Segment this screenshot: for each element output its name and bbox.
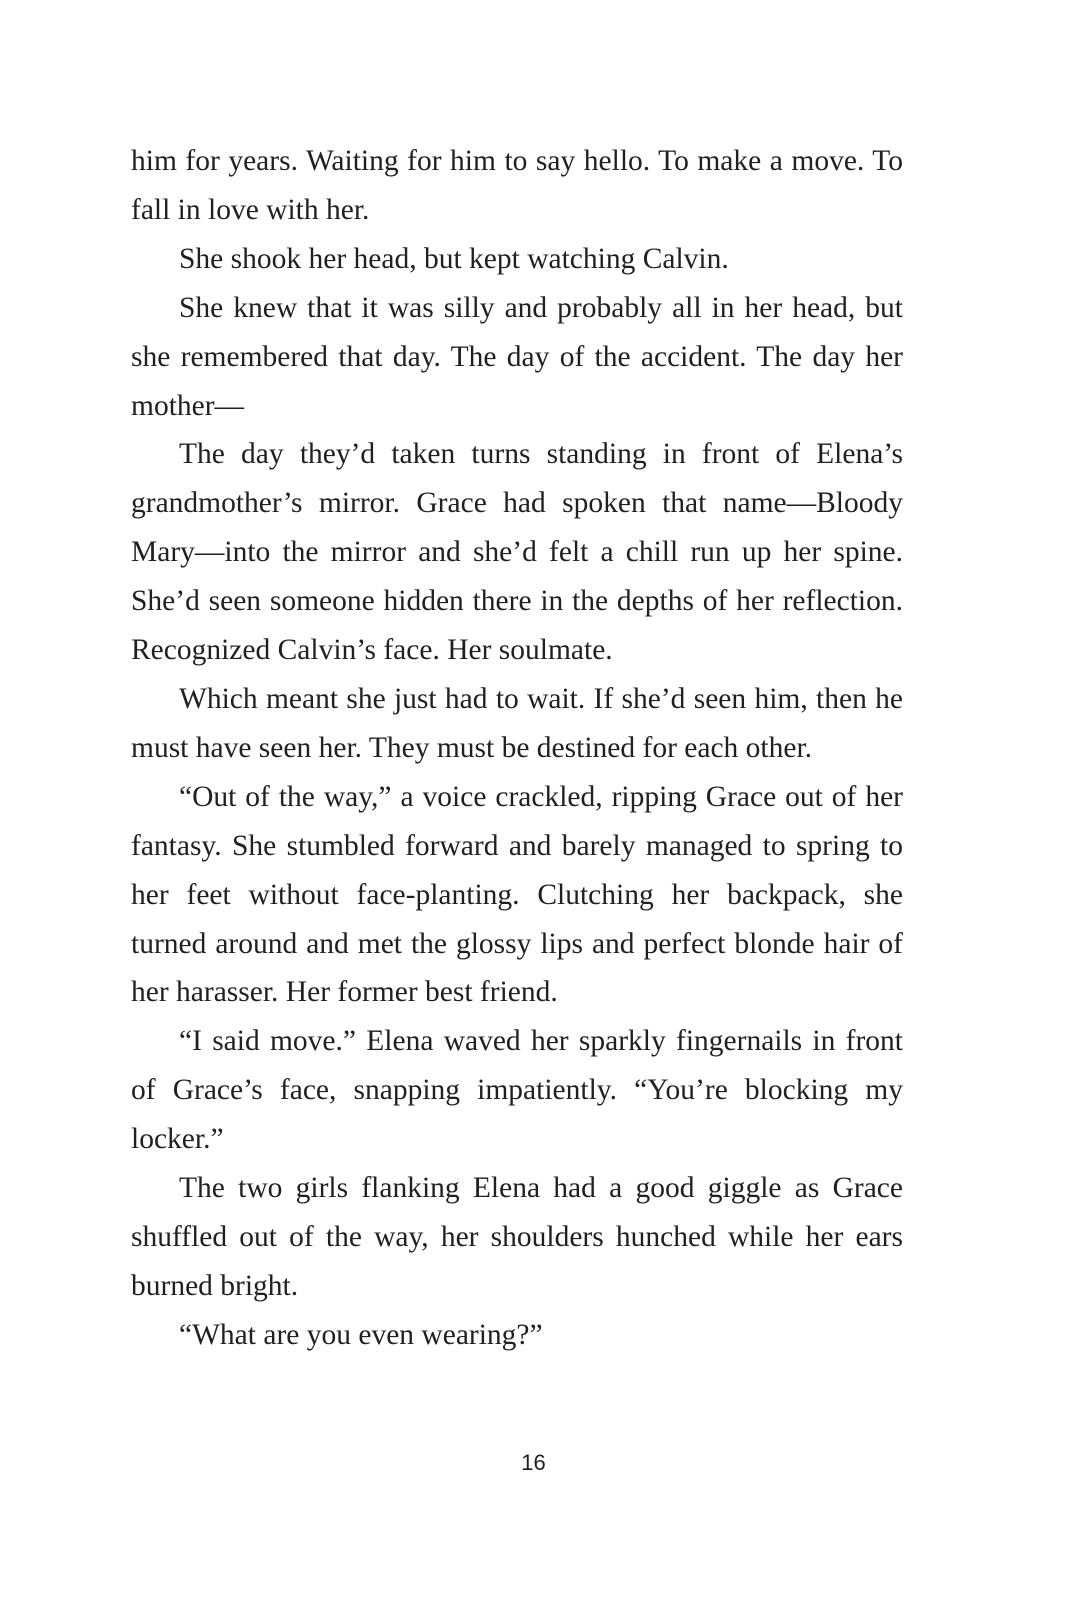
paragraph-2: She shook her head, but kept watching Calvin. [179, 242, 729, 275]
paragraph-5: Which meant she just had to wait. If she’d seen him, then he must have seen her. They must be destined for each other. [131, 682, 903, 764]
paragraph-7: “I said move.” Elena waved her sparkly fingernails in front of Grace’s face, snapping impatiently. “You’re blocking my locker.” [131, 1025, 903, 1156]
paragraph-3: She knew that it was silly and probably all in her head, but she remembered that day. The day of the accident. The day her mother— [131, 291, 903, 422]
paragraph-8: The two girls flanking Elena had a good giggle as Grace shuffled out of the way, her shoulders hunched while her ears burned bright. [131, 1172, 903, 1302]
paragraph-4: The day they’d taken turns standing in front of Elena’s grandmother’s mirror. Grace had spoken that name—Bloody Mary—into the mirror and she’d felt a chill run up her spine. She’d seen someone hidden there in the depths of her reflection. Recognized Calvin’s face. Her soulmate. [131, 438, 903, 667]
paragraph-1: him for years. Waiting for him to say hello. To make a move. To fall in love with her. [131, 145, 903, 226]
paragraph-6: “Out of the way,” a voice crackled, ripping Grace out of her fantasy. She stumbled forward and barely managed to spring to her feet without face-planting. Clutching her backpack, she turned around and met the glossy lips and perfect blonde hair of her harasser. Her former best friend. [131, 780, 903, 1009]
page-number: 16 [521, 1450, 546, 1475]
paragraph-9: “What are you even wearing?” [179, 1318, 543, 1351]
body-text [131, 137, 903, 1360]
